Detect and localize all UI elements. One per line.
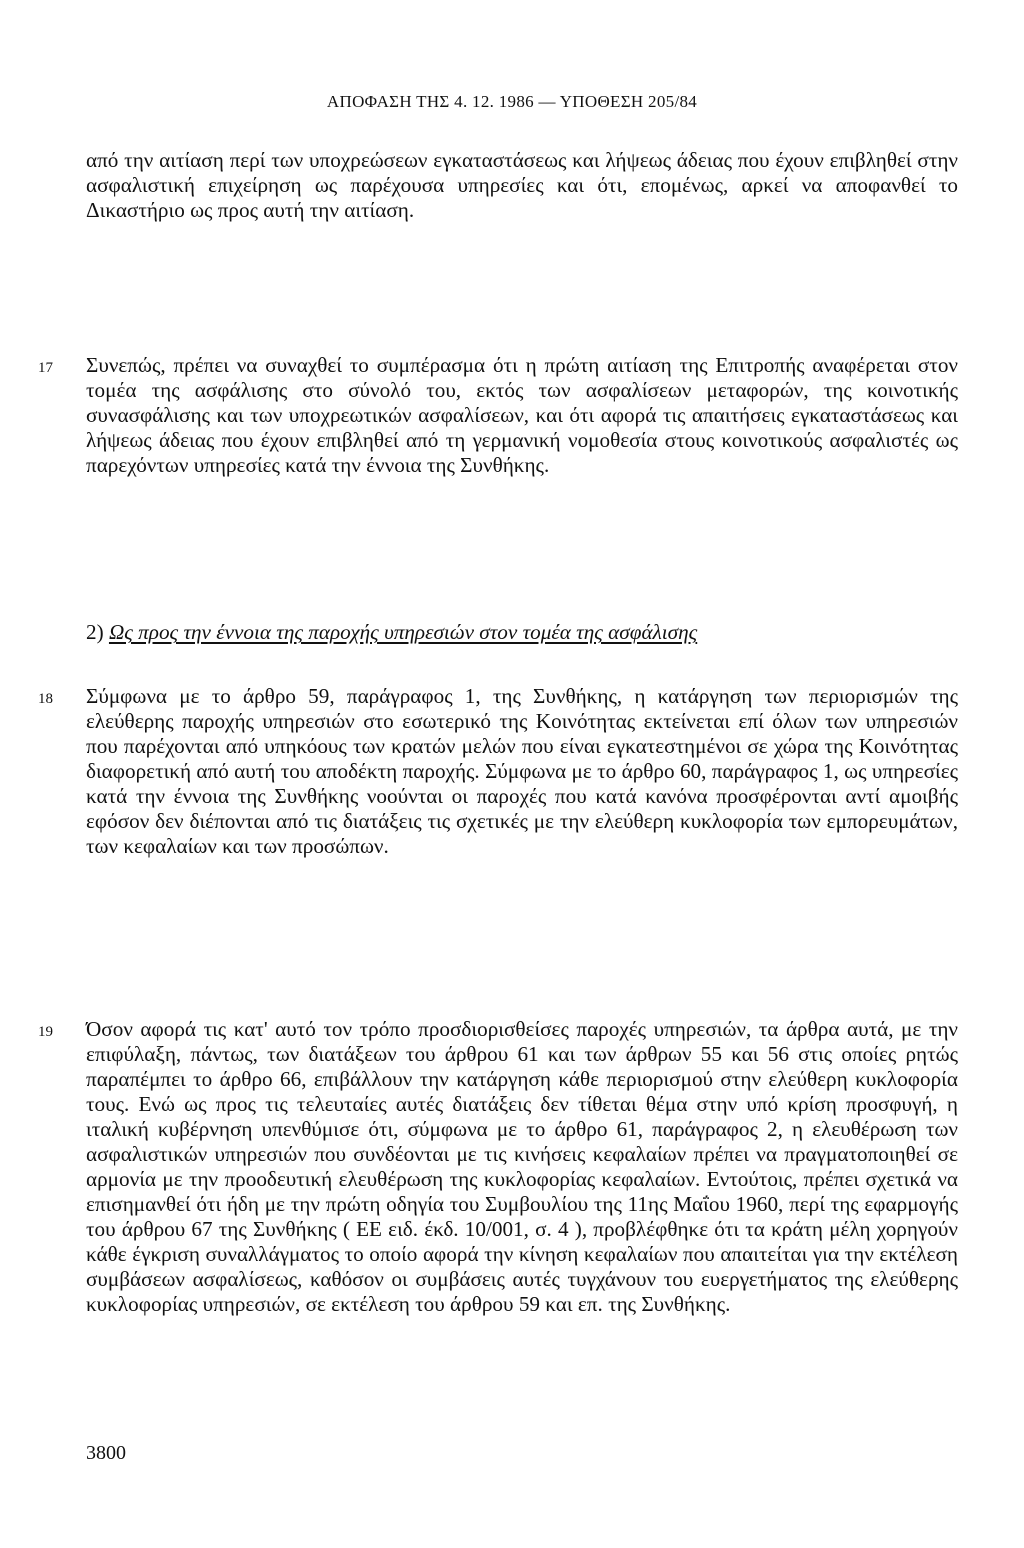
section-number: 2) xyxy=(86,620,104,644)
section-title: Ως προς την έννοια της παροχής υπηρεσιών στον τομέα της ασφάλισης xyxy=(108,620,698,644)
section-heading xyxy=(86,620,958,645)
paragraph-number-17: 17 xyxy=(38,360,53,376)
paragraph-number-18: 18 xyxy=(38,691,53,707)
running-header: ΑΠΟΦΑΣΗ ΤΗΣ 4. 12. 1986 — ΥΠΟΘΕΣΗ 205/84 xyxy=(326,92,698,111)
paragraph-19: Όσον αφορά τις κατ' αυτό τον τρόπο προσδιορισθείσες παροχές υπηρεσιών, τα άρθρα αυτά, με την επιφύλαξη, πάντως, των διατάξεων του άρθρου 61 και των άρθρων 55 και 56 στις οποίες ρητώς παραπέμπει το άρθρο 66, επιβάλλουν την κατάργηση κάθε περιορισμού στην ελεύθερη κυκλοφορία τους. Ενώ ως προς τις τελευταίες αυτές διατάξεις δεν τίθεται θέμα στην υπό κρίση προσφυγή, η ιταλική κυβέρνηση υπενθύμισε ότι, σύμφωνα με το άρθρο 61, παράγραφος 2, η ελευθέρωση των ασφαλιστικών υπηρεσιών που συνδέονται με τις κινήσεις κεφαλαίων πρέπει να πραγματοποιηθεί σε αρμονία με την προοδευτική ελευθέρωση της κυκλοφορίας κεφαλαίων. Εντούτοις, πρέπει σχετικά να επισημανθεί ότι ήδη με την πρώτη οδηγία του Συμβουλίου της 11ης Μαΐου 1960, περί της εφαρμογής του άρθρου 67 της Συνθήκης ( ΕΕ ειδ. έκδ. 10/001, σ. 4 ), προβλέφθηκε ότι τα κράτη μέλη χορηγούν κάθε έγκριση συναλλάγματος το οποίο αφορά την κίνηση κεφαλαίων που απαιτείται για την εκτέλεση συμβάσεων ασφαλίσεως, καθόσον οι συμβάσεις αυτές τυγχάνουν του ευεργετήματος της ελεύθερης κυκλοφορίας υπηρεσιών, σε εκτέλεση του άρθρου 59 και επ. της Συνθήκης. xyxy=(86,1017,958,1316)
page-number: 3800 xyxy=(86,1442,126,1464)
paragraph-number-19: 19 xyxy=(38,1024,53,1040)
paragraph-continuation: από την αιτίαση περί των υποχρεώσεων εγκαταστάσεως και λήψεως άδειας που έχουν επιβληθεί στην ασφαλιστική επιχείρηση ως παρέχουσα υπηρεσίες και ότι, επομένως, αρκεί να αποφανθεί το Δικαστήριο ως προς αυτή την αιτίαση. xyxy=(86,148,958,222)
paragraph-18: Σύμφωνα με το άρθρο 59, παράγραφος 1, της Συνθήκης, η κατάργηση των περιορισμών της ελεύθερης παροχής υπηρεσιών στο εσωτερικό της Κοινότητας εκτείνεται επί όλων των υπηρεσιών που παρέχονται από υπηκόους των κρατών μελών που είναι εγκατεστημένοι σε χώρα της Κοινότητας διαφορετική από αυτή του αποδέκτη παροχής. Σύμφωνα με το άρθρο 60, παράγραφος 1, ως υπηρεσίες κατά την έννοια της Συνθήκης νοούνται οι παροχές που κατά κανόνα προσφέρονται αντί αμοιβής εφόσον δεν διέπονται από τις διατάξεις τις σχετικές με την ελεύθερη κυκλοφορία των εμπορευμάτων, των κεφαλαίων και των προσώπων. xyxy=(86,684,958,858)
paragraph-17: Συνεπώς, πρέπει να συναχθεί το συμπέρασμα ότι η πρώτη αιτίαση της Επιτροπής αναφέρεται στον τομέα της ασφάλισης στο σύνολό του, εκτός των ασφαλίσεων μεταφορών, της κοινοτικής συνασφάλισης και των υποχρεωτικών ασφαλίσεων, και ότι αφορά τις απαιτήσεις εγκαταστάσεως και λήψεως άδειας που έχουν επιβληθεί από τη γερμανική νομοθεσία στους κοινοτικούς ασφαλιστές ως παρεχόντων υπηρεσίες κατά την έννοια της Συνθήκης. xyxy=(86,353,958,477)
